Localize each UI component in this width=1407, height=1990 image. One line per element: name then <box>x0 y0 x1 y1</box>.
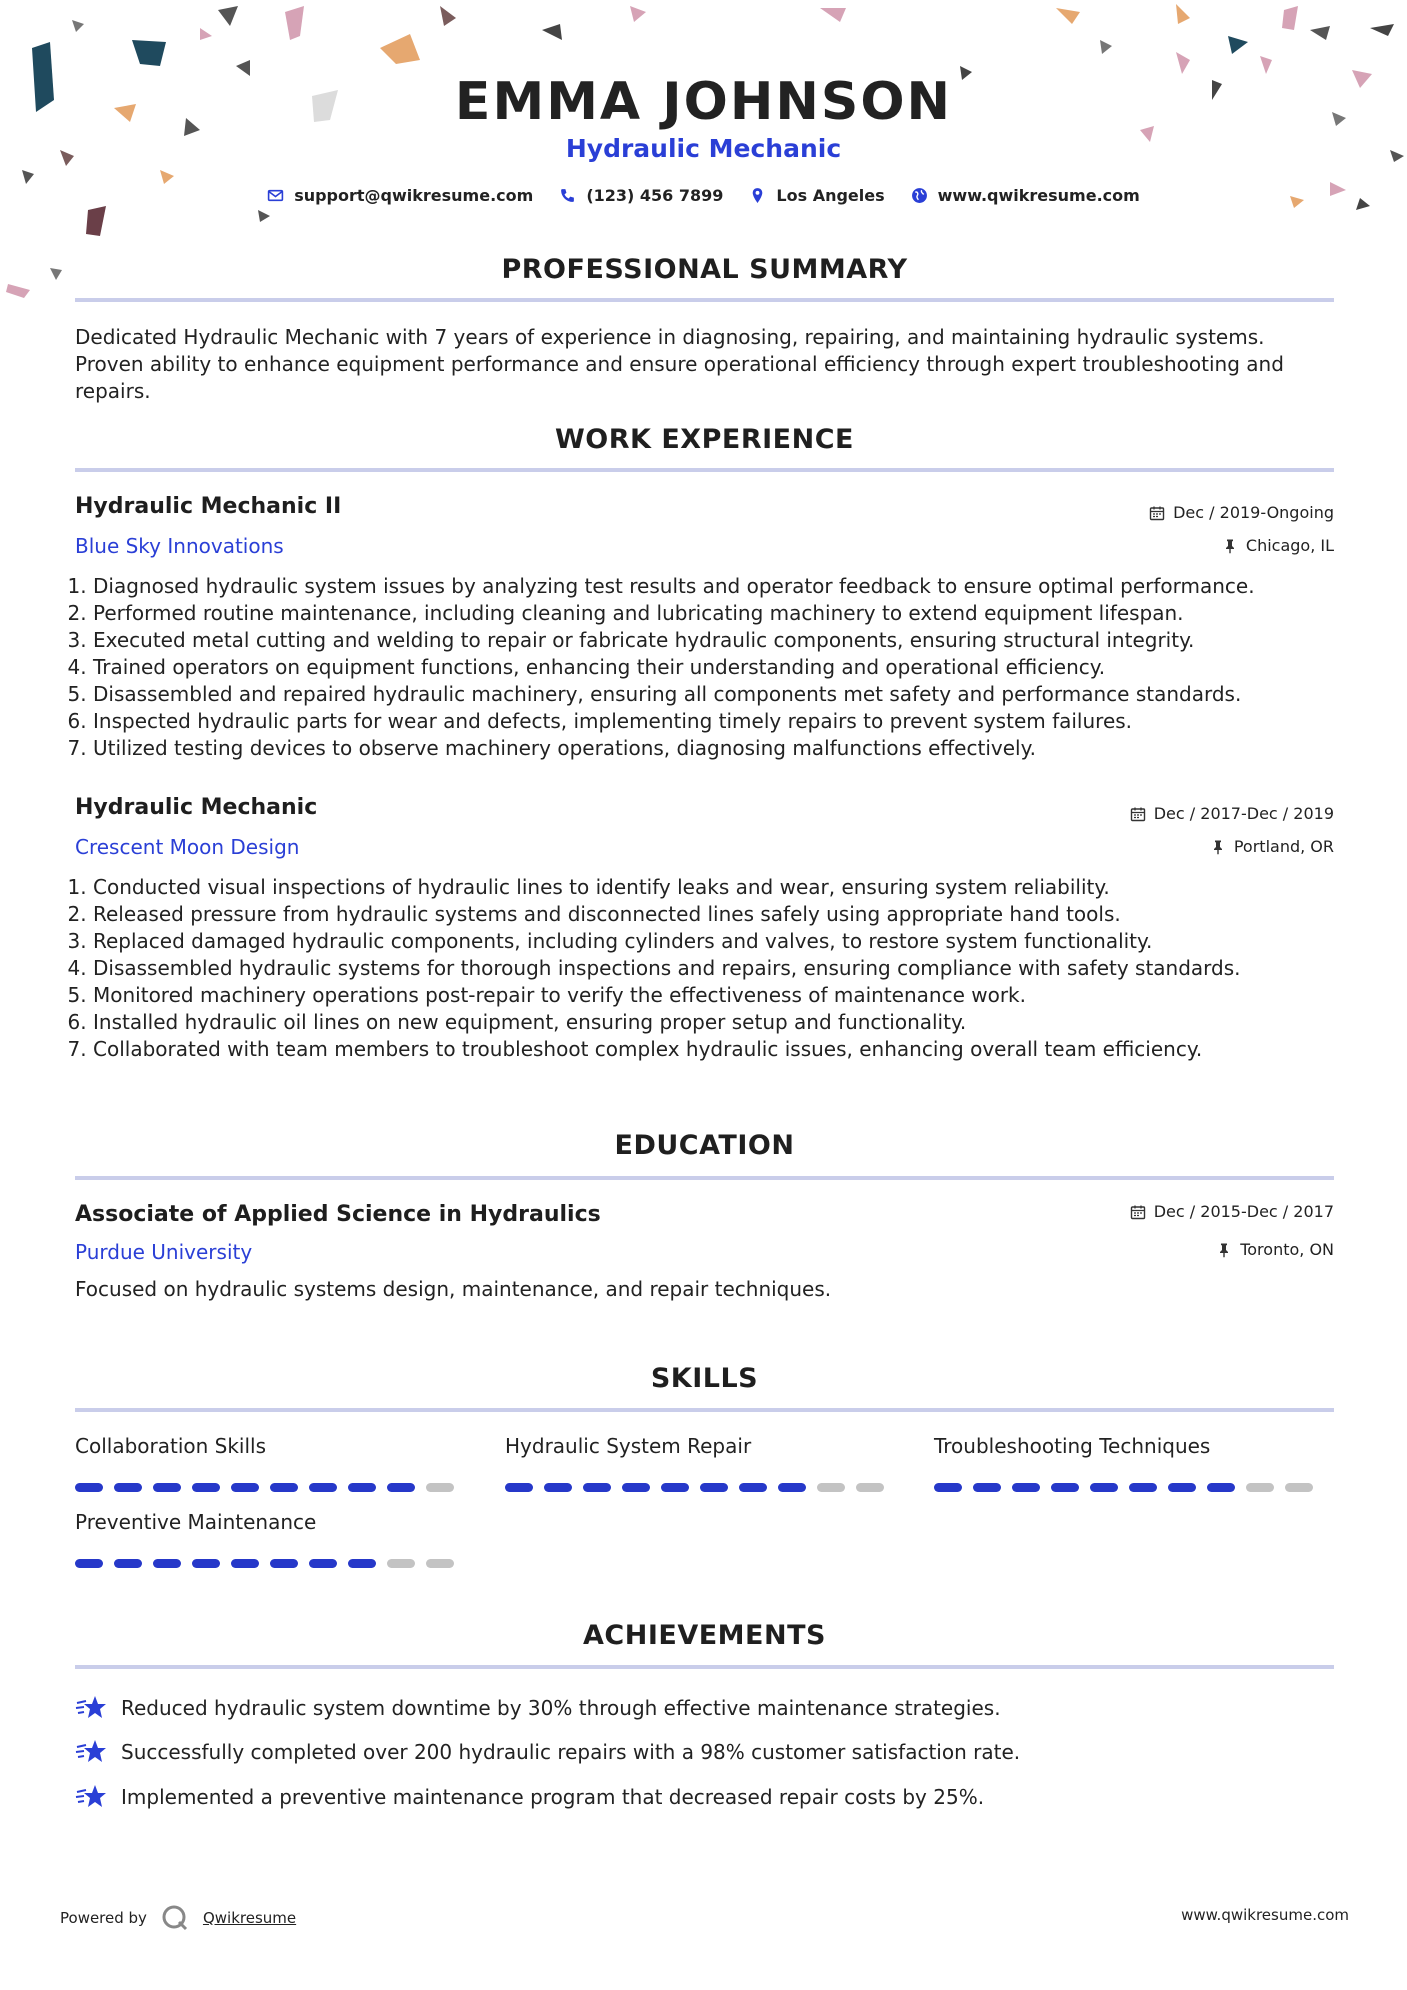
phone-icon <box>559 187 576 204</box>
contact-phone[interactable] <box>559 186 723 205</box>
skill-segment-filled <box>348 1559 376 1568</box>
star-icon <box>75 1782 107 1812</box>
skill-segment-filled <box>778 1483 806 1492</box>
skill-segment-filled <box>348 1483 376 1492</box>
skill-segment-filled <box>1090 1483 1118 1492</box>
list-item: 4. Trained operators on equipment functions, enhancing their understanding and operational efficiency. <box>93 654 1355 681</box>
pushpin-icon <box>1222 538 1238 554</box>
pushpin-icon <box>1216 1242 1232 1258</box>
job-location <box>1222 536 1334 555</box>
skill-segment-filled <box>309 1559 337 1568</box>
skills-heading: SKILLS <box>650 1363 759 1394</box>
job-role: Hydraulic Mechanic <box>75 795 318 820</box>
summary-divider <box>75 298 1334 302</box>
list-item: 7. Collaborated with team members to troubleshoot complex hydraulic issues, enhancing overall team efficiency. <box>93 1036 1355 1063</box>
list-item: 6. Installed hydraulic oil lines on new equipment, ensuring proper setup and functionality. <box>93 1009 1355 1036</box>
skill-name: Preventive Maintenance <box>75 1510 317 1534</box>
skills-divider <box>75 1408 1334 1412</box>
skill-segment-filled <box>661 1483 689 1492</box>
job-company: Blue Sky Innovations <box>75 534 284 558</box>
achievement-item <box>75 1782 984 1812</box>
skill-segment-filled <box>544 1483 572 1492</box>
school-name: Purdue University <box>75 1240 253 1264</box>
experience-heading: WORK EXPERIENCE <box>555 424 854 455</box>
skill-segment-filled <box>75 1559 103 1568</box>
qwikresume-logo-icon <box>161 1904 189 1932</box>
skill-segment-filled <box>934 1483 962 1492</box>
skill-level-bar <box>934 1483 1313 1492</box>
skill-segment-filled <box>583 1483 611 1492</box>
education-divider <box>75 1176 1334 1180</box>
skill-segment-filled <box>309 1483 337 1492</box>
skill-segment-filled <box>973 1483 1001 1492</box>
skill-segment-filled <box>231 1483 259 1492</box>
job-dates-text: Dec / 2017-Dec / 2019 <box>1153 804 1334 823</box>
skill-segment-filled <box>1012 1483 1040 1492</box>
skill-name: Collaboration Skills <box>75 1434 267 1458</box>
skill-segment-filled <box>192 1559 220 1568</box>
contact-bar <box>0 186 1407 205</box>
skill-segment-filled <box>270 1483 298 1492</box>
skill-segment-filled <box>75 1483 103 1492</box>
job-dates <box>1149 503 1334 522</box>
skill-segment-filled <box>505 1483 533 1492</box>
location-text: Los Angeles <box>776 186 885 205</box>
job-location <box>1210 837 1334 856</box>
skill-segment-filled <box>387 1483 415 1492</box>
contact-website[interactable] <box>911 186 1140 205</box>
star-icon <box>75 1693 107 1723</box>
skill-segment-filled <box>270 1559 298 1568</box>
skill-segment-filled <box>114 1559 142 1568</box>
education-location <box>1216 1240 1334 1259</box>
envelope-icon <box>267 187 284 204</box>
star-icon <box>75 1737 107 1767</box>
achievement-item <box>75 1737 1020 1767</box>
job-bullets <box>72 573 1355 762</box>
achievements-divider <box>75 1665 1334 1669</box>
email-text: support@qwikresume.com <box>294 186 534 205</box>
education-heading: EDUCATION <box>614 1130 795 1161</box>
skill-level-bar <box>505 1483 884 1492</box>
skill-segment-filled <box>1207 1483 1235 1492</box>
skill-segment-filled <box>739 1483 767 1492</box>
skill-segment-empty <box>387 1559 415 1568</box>
skill-segment-filled <box>231 1559 259 1568</box>
job-location-text: Chicago, IL <box>1245 536 1334 555</box>
list-item: 1. Conducted visual inspections of hydraulic lines to identify leaks and wear, ensuring system reliability. <box>93 874 1355 901</box>
job-bullets <box>72 874 1355 1063</box>
skill-name: Hydraulic System Repair <box>505 1434 752 1458</box>
calendar-icon <box>1130 1204 1146 1220</box>
map-pin-icon <box>749 187 766 204</box>
calendar-icon <box>1149 505 1165 521</box>
brand-link[interactable]: Qwikresume <box>202 1909 297 1927</box>
achievement-text: Reduced hydraulic system downtime by 30% through effective maintenance strategies. <box>121 1696 1001 1720</box>
skill-level-bar <box>75 1483 454 1492</box>
list-item: 4. Disassembled hydraulic systems for thorough inspections and repairs, ensuring compliance with safety standards. <box>93 955 1355 982</box>
contact-email[interactable] <box>267 186 533 205</box>
summary-text: Dedicated Hydraulic Mechanic with 7 years of experience in diagnosing, repairing, and maintaining hydraulic systems. Proven ability to enhance equipment performance and ensure operational efficiency through expert troubleshooting and repairs. <box>75 325 1284 403</box>
degree-title: Associate of Applied Science in Hydraulics <box>75 1202 601 1227</box>
achievements-heading: ACHIEVEMENTS <box>583 1620 826 1651</box>
list-item: 5. Disassembled and repaired hydraulic machinery, ensuring all components met safety and performance standards. <box>93 681 1355 708</box>
pushpin-icon <box>1210 839 1226 855</box>
job-location-text: Portland, OR <box>1233 837 1334 856</box>
skill-segment-filled <box>153 1483 181 1492</box>
calendar-icon <box>1130 806 1146 822</box>
skill-segment-empty <box>426 1559 454 1568</box>
skill-segment-empty <box>1285 1483 1313 1492</box>
contact-location <box>749 186 884 205</box>
website-text: www.qwikresume.com <box>937 186 1140 205</box>
job-company: Crescent Moon Design <box>75 835 300 859</box>
list-item: 3. Executed metal cutting and welding to repair or fabricate hydraulic components, ensuring structural integrity. <box>93 627 1355 654</box>
education-dates-text: Dec / 2015-Dec / 2017 <box>1153 1202 1334 1221</box>
skill-segment-filled <box>700 1483 728 1492</box>
experience-divider <box>75 468 1334 472</box>
education-location-text: Toronto, ON <box>1240 1240 1334 1259</box>
job-dates <box>1130 804 1334 823</box>
list-item: 6. Inspected hydraulic parts for wear and defects, implementing timely repairs to prevent system failures. <box>93 708 1355 735</box>
education-dates <box>1130 1202 1334 1221</box>
skill-segment-empty <box>856 1483 884 1492</box>
candidate-name: EMMA JOHNSON <box>454 72 953 132</box>
job-title: Hydraulic Mechanic <box>565 134 842 163</box>
list-item: 2. Released pressure from hydraulic systems and disconnected lines safely using appropriate hand tools. <box>93 901 1355 928</box>
skill-segment-filled <box>1051 1483 1079 1492</box>
skill-segment-empty <box>817 1483 845 1492</box>
powered-by-text: Powered by <box>60 1909 147 1927</box>
skill-segment-filled <box>1129 1483 1157 1492</box>
skill-segment-filled <box>192 1483 220 1492</box>
skill-level-bar <box>75 1559 454 1568</box>
job-role: Hydraulic Mechanic II <box>75 494 342 519</box>
skill-name: Troubleshooting Techniques <box>934 1434 1211 1458</box>
job-dates-text: Dec / 2019-Ongoing <box>1173 503 1334 522</box>
list-item: 3. Replaced damaged hydraulic components, including cylinders and valves, to restore system functionality. <box>93 928 1355 955</box>
list-item: 1. Diagnosed hydraulic system issues by analyzing test results and operator feedback to ensure optimal performance. <box>93 573 1355 600</box>
achievement-text: Successfully completed over 200 hydraulic repairs with a 98% customer satisfaction rate. <box>121 1740 1021 1764</box>
achievement-item <box>75 1693 1001 1723</box>
skill-segment-filled <box>153 1559 181 1568</box>
list-item: 7. Utilized testing devices to observe machinery operations, diagnosing malfunctions effectively. <box>93 735 1355 762</box>
globe-icon <box>911 187 928 204</box>
phone-text: (123) 456 7899 <box>586 186 724 205</box>
summary-heading: PROFESSIONAL SUMMARY <box>501 254 908 285</box>
footer-website[interactable]: www.qwikresume.com <box>1181 1906 1349 1924</box>
education-description: Focused on hydraulic systems design, maintenance, and repair techniques. <box>75 1277 832 1301</box>
skill-segment-empty <box>1246 1483 1274 1492</box>
footer-branding <box>60 1904 296 1932</box>
skill-segment-empty <box>426 1483 454 1492</box>
skill-segment-filled <box>622 1483 650 1492</box>
list-item: 2. Performed routine maintenance, including cleaning and lubricating machinery to extend equipment lifespan. <box>93 600 1355 627</box>
achievement-text: Implemented a preventive maintenance program that decreased repair costs by 25%. <box>121 1785 985 1809</box>
list-item: 5. Monitored machinery operations post-repair to verify the effectiveness of maintenance work. <box>93 982 1355 1009</box>
skill-segment-filled <box>1168 1483 1196 1492</box>
skill-segment-filled <box>114 1483 142 1492</box>
